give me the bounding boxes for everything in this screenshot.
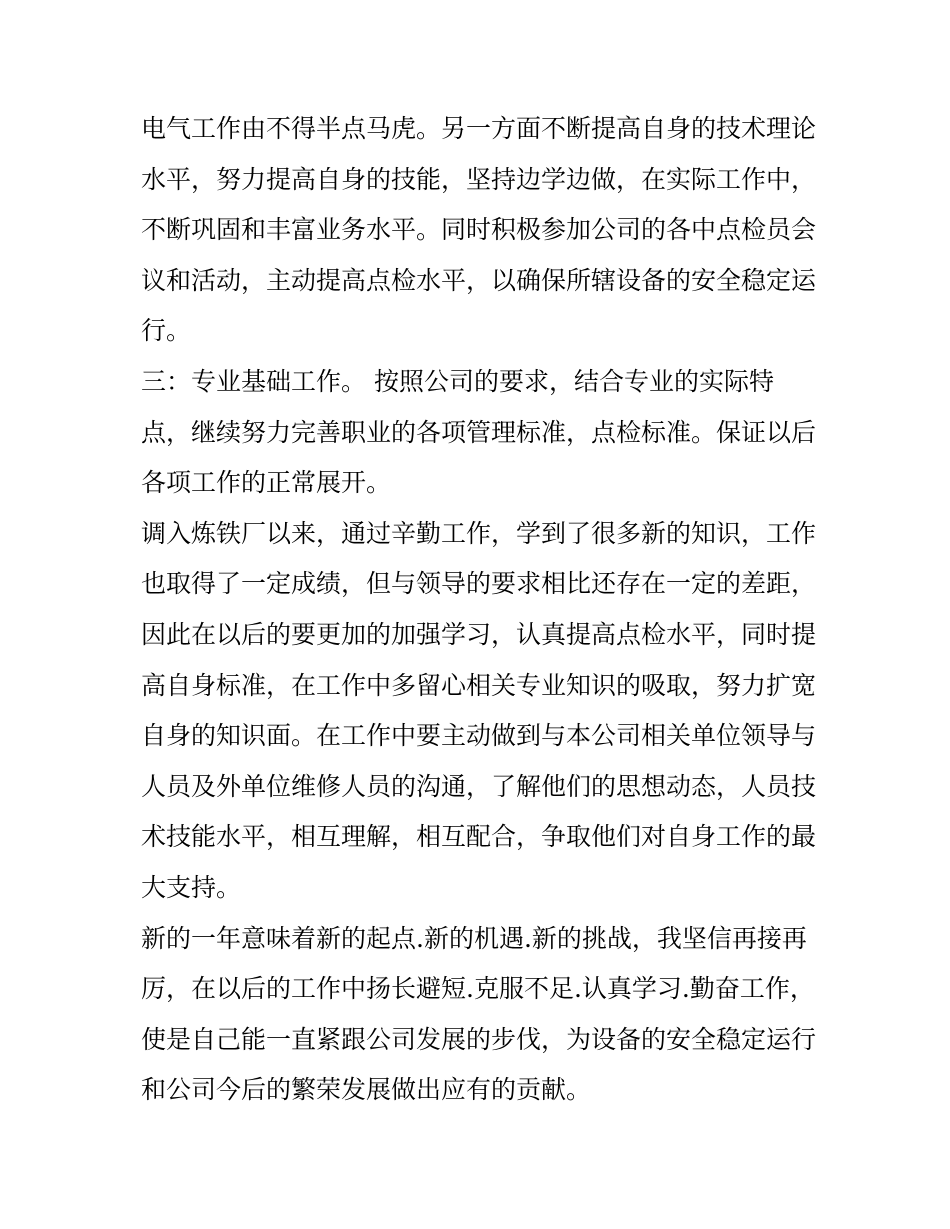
document-body bbox=[141, 104, 821, 1116]
text-line: 厉，在以后的工作中扬长避短.克服不足.认真学习.勤奋工作， bbox=[141, 974, 815, 1004]
text-line: 调入炼铁厂以来，通过辛勤工作，学到了很多新的知识，工作 bbox=[141, 518, 817, 548]
text-line: 和公司今后的繁荣发展做出应有的贡献。 bbox=[141, 1075, 592, 1105]
text-line: 不断巩固和丰富业务水平。同时积极参加公司的各中点检员会 bbox=[141, 215, 817, 245]
text-line: 高自身标准，在工作中多留心相关专业知识的吸取，努力扩宽 bbox=[141, 670, 817, 700]
text-line: 点，继续努力完善职业的各项管理标准，点检标准。保证以后 bbox=[141, 417, 817, 447]
text-line: 水平，努力提高自身的技能，坚持边学边做，在实际工作中， bbox=[141, 164, 817, 194]
text-line: 术技能水平，相互理解，相互配合，争取他们对自身工作的最 bbox=[141, 822, 817, 852]
text-line: 行。 bbox=[141, 316, 192, 346]
text-line: 使是自己能一直紧跟公司发展的步伐，为设备的安全稳定运行 bbox=[141, 1024, 817, 1054]
text-line: 因此在以后的要更加的加强学习，认真提高点检水平，同时提 bbox=[141, 619, 817, 649]
text-line: 电气工作由不得半点马虎。另一方面不断提高自身的技术理论 bbox=[141, 114, 817, 143]
text-line: 各项工作的正常展开。 bbox=[141, 468, 392, 498]
text-line: 新的一年意味着新的起点.新的机遇.新的挑战，我坚信再接再 bbox=[141, 923, 807, 953]
text-line: 自身的知识面。在工作中要主动做到与本公司相关单位领导与 bbox=[141, 721, 817, 751]
section-heading-line: 三：专业基础工作。 按照公司的要求，结合专业的实际特 bbox=[141, 366, 774, 396]
text-line: 大支持。 bbox=[141, 872, 242, 902]
text-line: 也取得了一定成绩，但与领导的要求相比还存在一定的差距， bbox=[141, 569, 817, 599]
text-line: 人员及外单位维修人员的沟通，了解他们的思想动态，人员技 bbox=[141, 771, 817, 801]
text-line: 议和活动，主动提高点检水平，以确保所辖设备的安全稳定运 bbox=[141, 265, 817, 295]
